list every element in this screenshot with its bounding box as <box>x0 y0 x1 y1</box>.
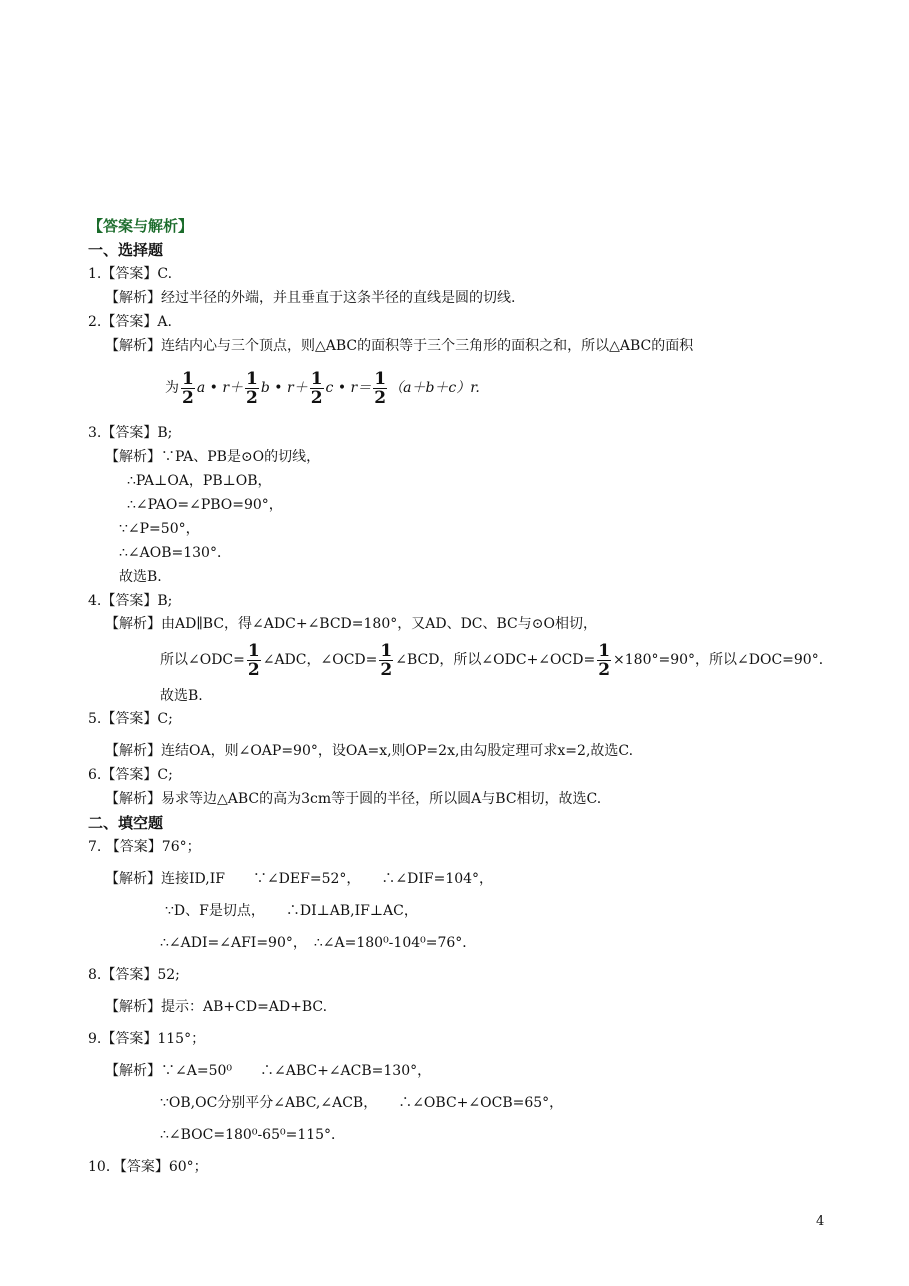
q10-answer: 10．【答案】60°； <box>88 1159 208 1175</box>
fraction-half: $\frac{1}{2}$ <box>380 640 393 680</box>
fraction-half: $\frac{1}{2}$ <box>182 368 194 408</box>
q9-step-3: ∴∠BOC=180⁰-65⁰=115°． <box>160 1127 346 1143</box>
q3-step-2: ∴PA⊥OA，PB⊥OB， <box>127 473 272 489</box>
q8-answer: 8.【答案】52; <box>88 967 180 983</box>
q7-answer: 7. 【答案】76°； <box>88 839 201 855</box>
q6-analysis: 【解析】易求等边△ABC的高为3cm等于圆的半径，所以圆A与BC相切，故选C. <box>105 791 602 807</box>
q5-analysis: 【解析】连结OA，则∠OAP=90°，设OA=x,则OP=2x,由勾股定理可求x=2,故选C. <box>105 743 634 759</box>
fraction-half: $\frac{1}{2}$ <box>246 368 258 408</box>
q3-analysis: 【解析】∵PA、PB是⊙O的切线， <box>105 449 321 465</box>
q7-step-2: ∵D、F是切点， ∴DI⊥AB,IF⊥AC， <box>165 903 418 919</box>
q7-step-3: ∴∠ADI=∠AFI=90°， ∴∠A=180⁰-104⁰=76°． <box>160 935 477 951</box>
q3-answer: 3.【答案】B; <box>88 425 173 441</box>
q8-analysis: 【解析】提示：AB+CD=AD+BC. <box>105 999 328 1015</box>
q4-answer: 4.【答案】B; <box>88 593 173 609</box>
q2-term-sum: （a＋b＋c）r. <box>389 380 480 396</box>
answer-header: 【答案与解析】 <box>88 217 194 235</box>
page-number: 4 <box>816 1214 825 1229</box>
q1-answer: 1.【答案】C. <box>88 266 173 282</box>
q9-answer: 9.【答案】115°； <box>88 1031 206 1047</box>
q3-step-3: ∴∠PAO=∠PBO=90°， <box>127 497 283 513</box>
q7-analysis: 【解析】连接ID,IF ∵∠DEF=52°， ∴∠DIF=104°， <box>105 871 494 887</box>
section-heading-fill: 二、填空题 <box>88 814 164 832</box>
q2-formula-prefix: 为 <box>165 380 179 396</box>
q2-term-b: b • r＋ <box>260 380 308 396</box>
q1-analysis: 【解析】经过半径的外端，并且垂直于这条半径的直线是圆的切线. <box>105 290 516 306</box>
q2-analysis: 【解析】连结内心与三个顶点，则△ABC的面积等于三个三角形的面积之和，所以△ABC的面积 <box>105 338 694 354</box>
section-heading-choice: 一、选择题 <box>88 241 164 259</box>
q3-step-4: ∵∠P=50°， <box>119 521 200 537</box>
fraction-half: $\frac{1}{2}$ <box>247 640 260 680</box>
q2-term-a: a • r＋ <box>196 380 244 396</box>
q4-formula: 所以∠ODC= $\frac{1}{2}$ ∠ADC，∠OCD= $\frac{1}{2}$ ∠BCD，所以∠ODC+∠OCD= $\frac{1}{2}$ ×180°=90°，所以∠DOC=90°． <box>160 640 833 680</box>
q9-step-2: ∵OB,OC分别平分∠ABC,∠ACB， ∴∠OBC+∠OCB=65°， <box>160 1095 564 1111</box>
q4-step-3: 故选B. <box>160 688 203 704</box>
q5-answer: 5.【答案】C; <box>88 711 173 727</box>
q3-step-6: 故选B. <box>119 569 162 585</box>
fraction-half: $\frac{1}{2}$ <box>310 368 323 408</box>
q2-answer: 2.【答案】A. <box>88 314 172 330</box>
q3-step-5: ∴∠AOB=130°． <box>119 545 231 561</box>
q4-analysis: 【解析】由AD∥BC，得∠ADC+∠BCD=180°，又AD、DC、BC与⊙O相切， <box>105 616 597 632</box>
q2-formula <box>165 368 480 408</box>
q9-analysis: 【解析】∵∠A=50⁰ ∴∠ABC+∠ACB=130°， <box>105 1063 432 1079</box>
fraction-half: $\frac{1}{2}$ <box>374 368 387 408</box>
q2-term-c: c • r＝ <box>325 380 372 396</box>
fraction-half: $\frac{1}{2}$ <box>598 640 611 680</box>
q6-answer: 6.【答案】C; <box>88 767 173 783</box>
